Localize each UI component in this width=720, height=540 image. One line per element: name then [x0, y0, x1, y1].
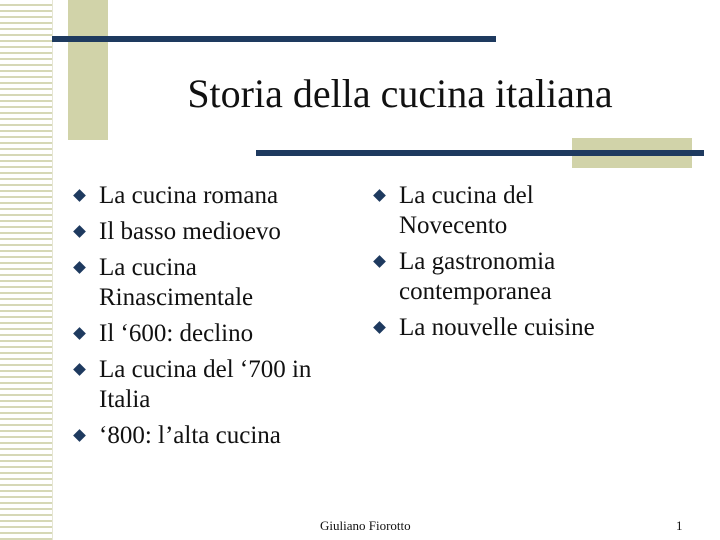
right-bullet-list — [372, 181, 632, 349]
list-item — [72, 217, 327, 247]
list-item-text: ‘800: l’alta cucina — [99, 422, 281, 449]
list-item — [372, 313, 632, 343]
diamond-bullet-icon — [373, 321, 386, 334]
list-item-text: La nouvelle cuisine — [399, 314, 595, 341]
striped-sidebar-decoration — [0, 0, 53, 540]
title-accent-block-left — [68, 0, 108, 140]
diamond-bullet-icon — [373, 255, 386, 268]
diamond-bullet-icon — [73, 225, 86, 238]
slide-title: Storia della cucina italiana — [187, 71, 613, 116]
list-item-text: La gastronomia contemporanea — [399, 248, 556, 305]
list-item-text: La cucina del Novecento — [399, 182, 534, 239]
diamond-bullet-icon — [73, 261, 86, 274]
list-item — [72, 319, 327, 349]
list-item-text: La cucina del ‘700 in Italia — [99, 356, 312, 413]
footer-author: Giuliano Fiorotto — [320, 518, 411, 533]
title-rule-bottom — [256, 150, 704, 156]
diamond-bullet-icon — [73, 363, 86, 376]
diamond-bullet-icon — [73, 429, 86, 442]
list-item — [72, 181, 327, 211]
list-item-text: La cucina Rinascimentale — [99, 254, 254, 311]
diamond-bullet-icon — [73, 327, 86, 340]
left-bullet-list — [72, 181, 327, 457]
list-item — [72, 355, 327, 415]
page-number: 1 — [676, 518, 683, 533]
list-item — [72, 421, 327, 451]
diamond-bullet-icon — [373, 189, 386, 202]
list-item — [72, 253, 327, 313]
title-rule-top — [52, 36, 496, 42]
list-item — [372, 247, 632, 307]
list-item — [372, 181, 632, 241]
list-item-text: Il basso medioevo — [99, 218, 281, 245]
diamond-bullet-icon — [73, 189, 86, 202]
list-item-text: La cucina romana — [99, 182, 279, 209]
list-item-text: Il ‘600: declino — [99, 320, 254, 347]
